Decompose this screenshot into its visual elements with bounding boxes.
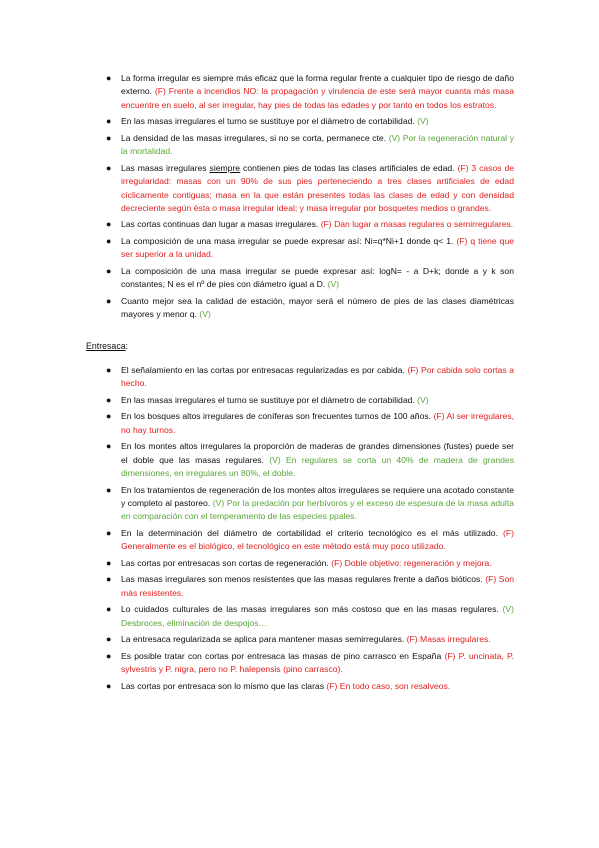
bullet-icon: ● bbox=[106, 680, 112, 691]
verdict-badge: (F) bbox=[326, 680, 338, 691]
list-item bbox=[106, 633, 514, 646]
verdict-badge: (F) bbox=[456, 235, 468, 246]
list-item bbox=[106, 132, 514, 159]
list-item bbox=[106, 440, 515, 480]
section-heading bbox=[86, 341, 128, 351]
list-item bbox=[106, 650, 514, 677]
statement-text: Lo cuidados culturales de las masas irregulares son más costoso que en las masas regulares. bbox=[121, 604, 499, 615]
bullet-icon: ● bbox=[106, 295, 112, 306]
bullet-icon: ● bbox=[106, 265, 112, 276]
verdict-explanation: Al ser irregulares, no hay turnos. bbox=[121, 411, 514, 435]
bullet-icon: ● bbox=[106, 604, 112, 615]
statement-text: En los bosques altos irregulares de coníferas son frecuentes turnos de 100 años. bbox=[121, 411, 432, 422]
verdict-explanation: Generalmente es el biológico, el tecnológico en este método está muy poco utilizado. bbox=[121, 541, 446, 552]
verdict-explanation: Doble objetivo: regeneración y mejora. bbox=[344, 557, 492, 568]
verdict-badge: (F) bbox=[444, 650, 456, 661]
list-item bbox=[106, 235, 515, 262]
verdict-badge: (V) bbox=[502, 604, 514, 615]
list-item bbox=[106, 410, 514, 437]
bullet-icon: ● bbox=[106, 73, 112, 83]
verdict-badge: (V) bbox=[417, 116, 429, 127]
verdict-badge: (V) bbox=[417, 394, 429, 405]
verdict-badge: (F) bbox=[457, 162, 469, 173]
statement-text: Las masas irregulares bbox=[121, 162, 207, 173]
verdict-explanation: q tiene que ser superior a la unidad. bbox=[121, 235, 515, 260]
bullet-icon: ● bbox=[106, 132, 112, 143]
verdict-badge: (V) bbox=[269, 454, 281, 465]
bullet-icon: ● bbox=[106, 394, 112, 405]
statement-text: En los tratamientos de regeneración de los montes altos irregulares se requiere una acotado constante y completo al pastoreo. bbox=[121, 484, 514, 509]
verdict-badge: (V) bbox=[327, 279, 340, 290]
bullet-icon: ● bbox=[106, 634, 112, 645]
list-item bbox=[106, 115, 514, 128]
verdict-explanation: Frente a incendios NO: la propagación y virulencia de este será mayor cuanta más masa encuentre en suelo, al ser irregular, hay pies de todas las edades y por tanto en todos los estratos. bbox=[121, 86, 514, 110]
statement-text-continued: contienen pies de todas las clases artificiales de edad. bbox=[243, 162, 455, 173]
statement-text: La densidad de las masas irregulares, si no se corta, permanece cte. bbox=[121, 132, 387, 143]
list-item bbox=[106, 557, 514, 570]
verdict-explanation: P. uncinata, P. sylvestris y P. nigra, pero no P. halepensis (pino carrasco). bbox=[121, 650, 514, 675]
verdict-badge: (F) bbox=[154, 86, 166, 97]
bullet-icon: ● bbox=[106, 527, 112, 538]
list-item bbox=[106, 72, 514, 112]
verdict-badge: (F) bbox=[331, 557, 343, 568]
list-item bbox=[106, 364, 515, 391]
statement-text: Las cortas continuas dan lugar a masas irregulares. bbox=[121, 219, 319, 230]
bullet-icon: ● bbox=[106, 650, 112, 661]
list-item bbox=[106, 295, 514, 322]
verdict-badge: (V) bbox=[212, 498, 225, 509]
verdict-explanation: Masas irregulares. bbox=[420, 634, 491, 645]
verdict-badge: (V) bbox=[388, 132, 401, 143]
bullet-icon: ● bbox=[106, 219, 112, 230]
verdict-badge: (F) bbox=[503, 527, 515, 538]
bullet-icon: ● bbox=[106, 484, 112, 495]
verdict-explanation: Por la regeneración natural y la mortalidad. bbox=[121, 132, 514, 157]
verdict-badge: (F) bbox=[433, 411, 445, 422]
list-item bbox=[106, 603, 514, 630]
bullet-icon: ● bbox=[106, 235, 112, 246]
bullet-icon: ● bbox=[106, 365, 112, 375]
bullet-list-masas-irregulares bbox=[106, 72, 515, 325]
bullet-icon: ● bbox=[106, 162, 112, 173]
verdict-explanation: Por cabida solo cortas a hecho. bbox=[121, 365, 515, 389]
statement-text: Es posible tratar con cortas por entresaca las masas de pino carrasco en España bbox=[121, 650, 442, 661]
verdict-explanation: En todo caso, son resalveos. bbox=[339, 680, 451, 691]
statement-text: En la determinación del diámetro de cortabilidad el criterio tecnológico es el más utilizado. bbox=[121, 527, 498, 538]
verdict-explanation: Desbroces, eliminación de despojos… bbox=[121, 617, 268, 628]
statement-text: En las masas irregulares el turno se sustituye por el diámetro de cortabilidad. bbox=[121, 116, 415, 127]
bullet-icon: ● bbox=[106, 574, 112, 585]
statement-text: En las masas irregulares el turno se sustituye por el diámetro de cortabilidad. bbox=[121, 394, 415, 405]
statement-text: Las masas irregulares son menos resistentes que las masas regulares frente a daños bióticos. bbox=[121, 574, 483, 585]
list-item bbox=[106, 573, 515, 600]
statement-text: El señalamiento en las cortas por entresacas regularizadas es por cabida. bbox=[121, 365, 405, 375]
list-item bbox=[106, 527, 515, 554]
verdict-explanation: Por la predación por herbívoros y el exceso de espesura de la masa adulta en comparación con el temperamento de las especies ppales. bbox=[121, 498, 515, 522]
verdict-explanation: 3 casos de irregularidad: masas con un 90% de sus pies perteneciendo a tres clases artificiales de edad cíclicamente contiguas; masa en la que están presentes todas las clases de edad y con densidad decreciente según ésta o masa irregular ideal; y masa irregular por bosquetes medios o grandes. bbox=[121, 162, 515, 213]
statement-text: Las cortas por entresacas son cortas de regeneración. bbox=[121, 557, 329, 568]
verdict-explanation: Dan lugar a masas regulares o semirregulares. bbox=[334, 219, 514, 230]
verdict-explanation: Son más resistentes. bbox=[121, 574, 515, 598]
bullet-icon: ● bbox=[106, 116, 112, 127]
bullet-icon: ● bbox=[106, 411, 112, 422]
statement-emphasis: siempre bbox=[209, 162, 241, 173]
statement-text: Cuanto mejor sea la calidad de estación, mayor será el número de pies de las clases diamétricas mayores y menor q. bbox=[121, 295, 514, 320]
list-item bbox=[106, 394, 514, 407]
list-item bbox=[106, 484, 515, 524]
verdict-explanation: En regulares se corta un 40% de madera de grandes dimensiones, en irregulares un 80%, el doble. bbox=[121, 454, 515, 479]
statement-text: En los montes altos irregulares la proporción de maderas de grandes dimensiones (fustes) puede ser el doble que las masas regulares. bbox=[121, 441, 514, 465]
verdict-badge: (V) bbox=[199, 309, 211, 320]
bullet-icon: ● bbox=[106, 557, 112, 568]
statement-text: La forma irregular es siempre más eficaz que la forma regular frente a cualquier tipo de riesgo de daño externo. bbox=[121, 73, 514, 97]
verdict-badge: (F) bbox=[406, 634, 418, 645]
verdict-badge: (F) bbox=[407, 365, 419, 375]
section-heading-colon: : bbox=[125, 341, 129, 351]
statement-text: La composición de una masa irregular se puede expresar así: logN= - a D+k; donde a y k son constantes; N es el nº de pies con diámetro igual a D. bbox=[121, 265, 514, 290]
bullet-list-entresaca bbox=[106, 364, 515, 696]
section-heading-title: Entresaca bbox=[86, 341, 126, 351]
statement-text: La entresaca regularizada se aplica para mantener masas semirregulares. bbox=[121, 634, 405, 645]
statement-text: La composición de una masa irregular se puede expresar así: Ni=q*Ni+1 donde q< 1. bbox=[121, 235, 454, 246]
verdict-badge: (F) bbox=[485, 574, 497, 585]
list-item bbox=[106, 162, 515, 216]
verdict-badge: (F) bbox=[320, 219, 332, 230]
list-item bbox=[106, 218, 514, 231]
list-item bbox=[106, 265, 514, 292]
bullet-icon: ● bbox=[106, 441, 112, 452]
statement-text: Las cortas por entresaca son lo mismo que las claras bbox=[121, 680, 325, 691]
list-item bbox=[106, 680, 514, 693]
